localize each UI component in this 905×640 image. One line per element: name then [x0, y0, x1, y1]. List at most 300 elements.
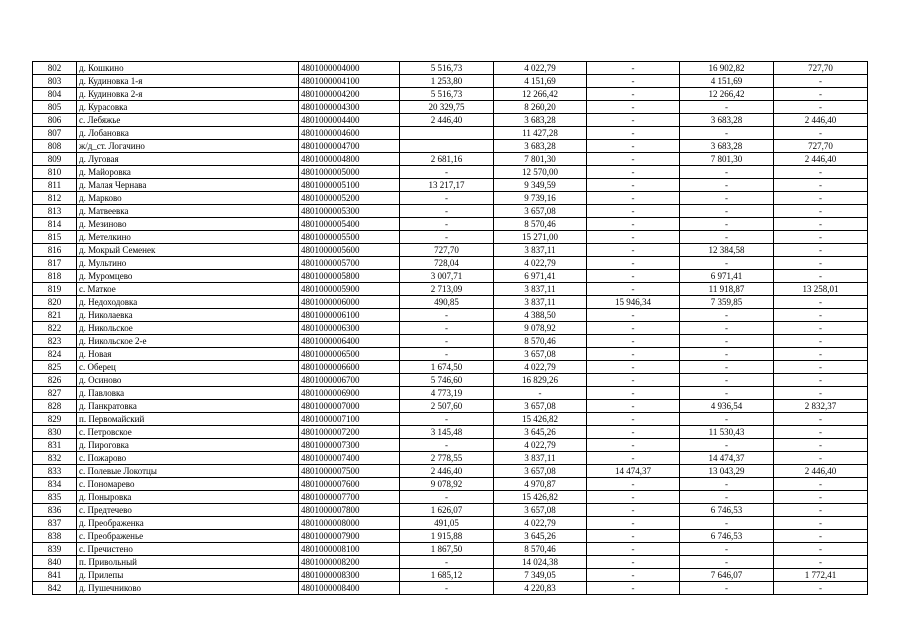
settlement-name-cell: д. Николаевка: [77, 309, 299, 322]
settlement-name-cell: д. Курасовка: [77, 101, 299, 114]
row-number-cell: 817: [33, 257, 77, 270]
value-col-4-cell: 5 516,73: [400, 62, 494, 75]
oktmo-code-cell: 4801000007200: [299, 426, 400, 439]
table-row: [33, 62, 868, 75]
oktmo-code-cell: 4801000007000: [299, 400, 400, 413]
oktmo-code-cell: 4801000007900: [299, 530, 400, 543]
value-col-5-cell: 9 739,16: [494, 192, 587, 205]
value-col-4-cell: 2 446,40: [400, 114, 494, 127]
row-number-cell: 825: [33, 361, 77, 374]
value-col-7-cell: -: [680, 179, 774, 192]
settlement-name-cell: д. Кудиновка 1-я: [77, 75, 299, 88]
value-col-7-cell: -: [680, 582, 774, 595]
table-row: [33, 478, 868, 491]
value-col-4-cell: 3 007,71: [400, 270, 494, 283]
settlement-name-cell: с. Оберец: [77, 361, 299, 374]
table-row: [33, 426, 868, 439]
value-col-7-cell: 4 151,69: [680, 75, 774, 88]
row-number-cell: 812: [33, 192, 77, 205]
table-row: [33, 400, 868, 413]
oktmo-code-cell: 4801000006900: [299, 387, 400, 400]
value-col-8-cell: 1 772,41: [774, 569, 868, 582]
value-col-6-cell: -: [587, 582, 680, 595]
value-col-4-cell: 727,70: [400, 244, 494, 257]
settlement-name-cell: с. Лебяжье: [77, 114, 299, 127]
value-col-6-cell: -: [587, 114, 680, 127]
value-col-5-cell: 7 349,05: [494, 569, 587, 582]
table-row: [33, 140, 868, 153]
value-col-5-cell: 6 971,41: [494, 270, 587, 283]
oktmo-code-cell: 4801000006500: [299, 348, 400, 361]
settlement-name-cell: д. Никольское: [77, 322, 299, 335]
value-col-4-cell: 1 685,12: [400, 569, 494, 582]
oktmo-code-cell: 4801000005600: [299, 244, 400, 257]
value-col-8-cell: -: [774, 582, 868, 595]
row-number-cell: 827: [33, 387, 77, 400]
value-col-8-cell: -: [774, 491, 868, 504]
row-number-cell: 832: [33, 452, 77, 465]
row-number-cell: 839: [33, 543, 77, 556]
value-col-5-cell: 8 570,46: [494, 335, 587, 348]
table-row: [33, 582, 868, 595]
row-number-cell: 811: [33, 179, 77, 192]
value-col-5-cell: 3 657,08: [494, 465, 587, 478]
value-col-5-cell: 15 426,82: [494, 413, 587, 426]
value-col-7-cell: -: [680, 218, 774, 231]
value-col-6-cell: -: [587, 556, 680, 569]
value-col-4-cell: [400, 127, 494, 140]
value-col-8-cell: -: [774, 374, 868, 387]
settlement-name-cell: д. Преображенка: [77, 517, 299, 530]
value-col-5-cell: 4 151,69: [494, 75, 587, 88]
oktmo-code-cell: 4801000007700: [299, 491, 400, 504]
settlement-name-cell: д. Кошкино: [77, 62, 299, 75]
value-col-6-cell: -: [587, 153, 680, 166]
table-row: [33, 296, 868, 309]
value-col-7-cell: -: [680, 192, 774, 205]
value-col-6-cell: -: [587, 400, 680, 413]
value-col-7-cell: 6 746,53: [680, 504, 774, 517]
value-col-8-cell: -: [774, 530, 868, 543]
value-col-8-cell: -: [774, 361, 868, 374]
oktmo-code-cell: 4801000004200: [299, 88, 400, 101]
row-number-cell: 820: [33, 296, 77, 309]
value-col-4-cell: 2 507,60: [400, 400, 494, 413]
value-col-5-cell: 4 388,50: [494, 309, 587, 322]
value-col-8-cell: -: [774, 166, 868, 179]
value-col-8-cell: 2 446,40: [774, 114, 868, 127]
settlement-name-cell: с. Полевые Локотцы: [77, 465, 299, 478]
row-number-cell: 815: [33, 231, 77, 244]
value-col-8-cell: -: [774, 231, 868, 244]
settlement-name-cell: п. Привольный: [77, 556, 299, 569]
table-row: [33, 413, 868, 426]
value-col-8-cell: -: [774, 205, 868, 218]
value-col-5-cell: 8 260,20: [494, 101, 587, 114]
value-col-5-cell: 8 570,46: [494, 218, 587, 231]
value-col-6-cell: -: [587, 283, 680, 296]
value-col-4-cell: -: [400, 413, 494, 426]
value-col-7-cell: 12 384,58: [680, 244, 774, 257]
value-col-6-cell: -: [587, 88, 680, 101]
settlement-name-cell: с. Пономарево: [77, 478, 299, 491]
row-number-cell: 842: [33, 582, 77, 595]
value-col-4-cell: -: [400, 348, 494, 361]
table-row: [33, 205, 868, 218]
value-col-4-cell: 1 626,07: [400, 504, 494, 517]
oktmo-code-cell: 4801000004800: [299, 153, 400, 166]
value-col-6-cell: -: [587, 205, 680, 218]
value-col-7-cell: 14 474,37: [680, 452, 774, 465]
settlement-name-cell: д. Панкратовка: [77, 400, 299, 413]
value-col-8-cell: -: [774, 413, 868, 426]
value-col-6-cell: -: [587, 361, 680, 374]
oktmo-code-cell: 4801000006700: [299, 374, 400, 387]
value-col-8-cell: 727,70: [774, 62, 868, 75]
value-col-6-cell: -: [587, 140, 680, 153]
oktmo-code-cell: 4801000004000: [299, 62, 400, 75]
table-row: [33, 166, 868, 179]
value-col-8-cell: -: [774, 257, 868, 270]
value-col-8-cell: -: [774, 517, 868, 530]
value-col-8-cell: -: [774, 75, 868, 88]
value-col-4-cell: 1 674,50: [400, 361, 494, 374]
value-col-6-cell: -: [587, 426, 680, 439]
table-row: [33, 270, 868, 283]
oktmo-code-cell: 4801000004100: [299, 75, 400, 88]
settlement-name-cell: д. Новая: [77, 348, 299, 361]
row-number-cell: 802: [33, 62, 77, 75]
row-number-cell: 830: [33, 426, 77, 439]
value-col-4-cell: 20 329,75: [400, 101, 494, 114]
table-row: [33, 179, 868, 192]
value-col-5-cell: 4 022,79: [494, 257, 587, 270]
value-col-6-cell: -: [587, 569, 680, 582]
settlement-name-cell: с. Маткое: [77, 283, 299, 296]
value-col-6-cell: -: [587, 231, 680, 244]
oktmo-code-cell: 4801000007300: [299, 439, 400, 452]
value-col-6-cell: -: [587, 179, 680, 192]
row-number-cell: 804: [33, 88, 77, 101]
value-col-6-cell: -: [587, 530, 680, 543]
value-col-8-cell: -: [774, 335, 868, 348]
value-col-4-cell: 13 217,17: [400, 179, 494, 192]
value-col-6-cell: -: [587, 257, 680, 270]
value-col-4-cell: 3 145,48: [400, 426, 494, 439]
oktmo-code-cell: 4801000007100: [299, 413, 400, 426]
row-number-cell: 819: [33, 283, 77, 296]
value-col-5-cell: 4 022,79: [494, 439, 587, 452]
settlement-name-cell: д. Майоровка: [77, 166, 299, 179]
oktmo-code-cell: 4801000007800: [299, 504, 400, 517]
value-col-7-cell: -: [680, 127, 774, 140]
value-col-5-cell: 3 837,11: [494, 296, 587, 309]
value-col-8-cell: 13 258,01: [774, 283, 868, 296]
value-col-6-cell: -: [587, 192, 680, 205]
value-col-7-cell: 16 902,82: [680, 62, 774, 75]
table-row: [33, 114, 868, 127]
row-number-cell: 818: [33, 270, 77, 283]
oktmo-code-cell: 4801000008000: [299, 517, 400, 530]
table-row: [33, 257, 868, 270]
row-number-cell: 837: [33, 517, 77, 530]
table-row: [33, 387, 868, 400]
value-col-5-cell: 4 220,83: [494, 582, 587, 595]
value-col-7-cell: -: [680, 543, 774, 556]
row-number-cell: 803: [33, 75, 77, 88]
value-col-4-cell: 1 253,80: [400, 75, 494, 88]
table-row: [33, 504, 868, 517]
value-col-4-cell: -: [400, 491, 494, 504]
oktmo-code-cell: 4801000005400: [299, 218, 400, 231]
value-col-5-cell: 15 426,82: [494, 491, 587, 504]
table-row: [33, 335, 868, 348]
value-col-5-cell: 3 657,08: [494, 205, 587, 218]
settlement-name-cell: д. Кудиновка 2-я: [77, 88, 299, 101]
value-col-7-cell: 12 266,42: [680, 88, 774, 101]
value-col-6-cell: -: [587, 413, 680, 426]
value-col-8-cell: -: [774, 387, 868, 400]
oktmo-code-cell: 4801000006000: [299, 296, 400, 309]
row-number-cell: 836: [33, 504, 77, 517]
table-row: [33, 465, 868, 478]
value-col-5-cell: -: [494, 387, 587, 400]
value-col-6-cell: 14 474,37: [587, 465, 680, 478]
value-col-7-cell: -: [680, 491, 774, 504]
value-col-8-cell: 2 446,40: [774, 465, 868, 478]
value-col-5-cell: 3 657,08: [494, 348, 587, 361]
value-col-5-cell: 7 801,30: [494, 153, 587, 166]
value-col-8-cell: -: [774, 426, 868, 439]
value-col-8-cell: -: [774, 504, 868, 517]
value-col-6-cell: -: [587, 439, 680, 452]
value-col-4-cell: [400, 140, 494, 153]
table-row: [33, 491, 868, 504]
value-col-4-cell: -: [400, 218, 494, 231]
value-col-8-cell: 727,70: [774, 140, 868, 153]
value-col-5-cell: 8 570,46: [494, 543, 587, 556]
value-col-8-cell: 2 832,37: [774, 400, 868, 413]
row-number-cell: 838: [33, 530, 77, 543]
value-col-7-cell: -: [680, 478, 774, 491]
table-row: [33, 218, 868, 231]
value-col-7-cell: 3 683,28: [680, 140, 774, 153]
value-col-4-cell: 490,85: [400, 296, 494, 309]
value-col-4-cell: -: [400, 205, 494, 218]
value-col-6-cell: -: [587, 387, 680, 400]
value-col-5-cell: 4 022,79: [494, 517, 587, 530]
value-col-7-cell: 13 043,29: [680, 465, 774, 478]
settlement-name-cell: д. Лобановка: [77, 127, 299, 140]
value-col-5-cell: 3 837,11: [494, 283, 587, 296]
value-col-6-cell: -: [587, 309, 680, 322]
oktmo-code-cell: 4801000006100: [299, 309, 400, 322]
settlement-name-cell: д. Поныровка: [77, 491, 299, 504]
value-col-5-cell: 3 683,28: [494, 140, 587, 153]
value-col-4-cell: -: [400, 582, 494, 595]
settlement-name-cell: д. Пушечниково: [77, 582, 299, 595]
value-col-8-cell: -: [774, 192, 868, 205]
row-number-cell: 813: [33, 205, 77, 218]
table-body: [33, 62, 868, 595]
value-col-6-cell: -: [587, 543, 680, 556]
row-number-cell: 821: [33, 309, 77, 322]
settlement-name-cell: с. Преображенье: [77, 530, 299, 543]
row-number-cell: 808: [33, 140, 77, 153]
value-col-4-cell: -: [400, 322, 494, 335]
settlement-name-cell: д. Недоходовка: [77, 296, 299, 309]
value-col-6-cell: -: [587, 166, 680, 179]
oktmo-code-cell: 4801000006400: [299, 335, 400, 348]
table-row: [33, 361, 868, 374]
row-number-cell: 809: [33, 153, 77, 166]
value-col-7-cell: -: [680, 439, 774, 452]
oktmo-code-cell: 4801000007400: [299, 452, 400, 465]
settlement-name-cell: д. Никольское 2-е: [77, 335, 299, 348]
value-col-7-cell: -: [680, 335, 774, 348]
value-col-6-cell: -: [587, 270, 680, 283]
value-col-7-cell: -: [680, 361, 774, 374]
value-col-8-cell: -: [774, 127, 868, 140]
settlement-name-cell: д. Пироговка: [77, 439, 299, 452]
settlement-name-cell: д. Прилепы: [77, 569, 299, 582]
settlement-name-cell: с. Предтечево: [77, 504, 299, 517]
value-col-6-cell: -: [587, 75, 680, 88]
value-col-5-cell: 4 022,79: [494, 62, 587, 75]
value-col-7-cell: 4 936,54: [680, 400, 774, 413]
settlement-name-cell: д. Марково: [77, 192, 299, 205]
value-col-5-cell: 3 657,08: [494, 504, 587, 517]
row-number-cell: 826: [33, 374, 77, 387]
value-col-8-cell: -: [774, 309, 868, 322]
oktmo-code-cell: 4801000005000: [299, 166, 400, 179]
value-col-8-cell: -: [774, 244, 868, 257]
oktmo-code-cell: 4801000005100: [299, 179, 400, 192]
row-number-cell: 824: [33, 348, 77, 361]
row-number-cell: 806: [33, 114, 77, 127]
settlement-name-cell: с. Петровское: [77, 426, 299, 439]
value-col-7-cell: -: [680, 257, 774, 270]
row-number-cell: 807: [33, 127, 77, 140]
value-col-5-cell: 16 829,26: [494, 374, 587, 387]
value-col-7-cell: -: [680, 387, 774, 400]
value-col-5-cell: 9 349,59: [494, 179, 587, 192]
value-col-5-cell: 11 427,28: [494, 127, 587, 140]
value-col-6-cell: -: [587, 504, 680, 517]
value-col-7-cell: -: [680, 556, 774, 569]
value-col-5-cell: 3 683,28: [494, 114, 587, 127]
value-col-7-cell: 7 359,85: [680, 296, 774, 309]
value-col-5-cell: 3 837,11: [494, 244, 587, 257]
oktmo-code-cell: 4801000007600: [299, 478, 400, 491]
value-col-6-cell: -: [587, 218, 680, 231]
oktmo-code-cell: 4801000008100: [299, 543, 400, 556]
row-number-cell: 814: [33, 218, 77, 231]
value-col-4-cell: 491,05: [400, 517, 494, 530]
value-col-8-cell: -: [774, 270, 868, 283]
table-row: [33, 244, 868, 257]
oktmo-code-cell: 4801000006600: [299, 361, 400, 374]
value-col-5-cell: 12 570,00: [494, 166, 587, 179]
settlement-name-cell: д. Мокрый Семенек: [77, 244, 299, 257]
value-col-5-cell: 9 078,92: [494, 322, 587, 335]
value-col-6-cell: -: [587, 478, 680, 491]
table-row: [33, 153, 868, 166]
value-col-6-cell: 15 946,34: [587, 296, 680, 309]
oktmo-code-cell: 4801000005800: [299, 270, 400, 283]
table-row: [33, 322, 868, 335]
table-row: [33, 374, 868, 387]
value-col-4-cell: -: [400, 439, 494, 452]
value-col-5-cell: 15 271,00: [494, 231, 587, 244]
settlement-name-cell: д. Павловка: [77, 387, 299, 400]
value-col-6-cell: -: [587, 62, 680, 75]
value-col-4-cell: -: [400, 166, 494, 179]
table-row: [33, 530, 868, 543]
table-row: [33, 75, 868, 88]
value-col-6-cell: -: [587, 452, 680, 465]
value-col-4-cell: 2 778,55: [400, 452, 494, 465]
table-row: [33, 439, 868, 452]
value-col-4-cell: 2 713,09: [400, 283, 494, 296]
value-col-4-cell: -: [400, 556, 494, 569]
value-col-7-cell: -: [680, 517, 774, 530]
settlement-name-cell: д. Осиново: [77, 374, 299, 387]
value-col-7-cell: -: [680, 166, 774, 179]
value-col-6-cell: -: [587, 244, 680, 257]
value-col-6-cell: -: [587, 517, 680, 530]
value-col-6-cell: -: [587, 491, 680, 504]
value-col-6-cell: -: [587, 348, 680, 361]
settlement-name-cell: с. Пожарово: [77, 452, 299, 465]
oktmo-code-cell: 4801000008200: [299, 556, 400, 569]
row-number-cell: 823: [33, 335, 77, 348]
value-col-7-cell: -: [680, 309, 774, 322]
row-number-cell: 835: [33, 491, 77, 504]
oktmo-code-cell: 4801000005700: [299, 257, 400, 270]
table-row: [33, 192, 868, 205]
oktmo-code-cell: 4801000006300: [299, 322, 400, 335]
oktmo-code-cell: 4801000008400: [299, 582, 400, 595]
row-number-cell: 831: [33, 439, 77, 452]
value-col-5-cell: 3 837,11: [494, 452, 587, 465]
value-col-7-cell: -: [680, 231, 774, 244]
value-col-7-cell: 6 971,41: [680, 270, 774, 283]
table-row: [33, 569, 868, 582]
settlement-name-cell: п. Первомайский: [77, 413, 299, 426]
value-col-6-cell: -: [587, 127, 680, 140]
oktmo-code-cell: 4801000008300: [299, 569, 400, 582]
value-col-8-cell: -: [774, 88, 868, 101]
row-number-cell: 829: [33, 413, 77, 426]
value-col-4-cell: 9 078,92: [400, 478, 494, 491]
value-col-8-cell: -: [774, 179, 868, 192]
oktmo-code-cell: 4801000007500: [299, 465, 400, 478]
oktmo-code-cell: 4801000005900: [299, 283, 400, 296]
value-col-7-cell: -: [680, 205, 774, 218]
value-col-6-cell: -: [587, 374, 680, 387]
value-col-4-cell: -: [400, 192, 494, 205]
value-col-7-cell: 7 801,30: [680, 153, 774, 166]
value-col-5-cell: 3 645,26: [494, 530, 587, 543]
value-col-8-cell: -: [774, 439, 868, 452]
value-col-8-cell: -: [774, 543, 868, 556]
row-number-cell: 816: [33, 244, 77, 257]
table-row: [33, 231, 868, 244]
value-col-7-cell: 3 683,28: [680, 114, 774, 127]
table-row: [33, 517, 868, 530]
value-col-8-cell: -: [774, 452, 868, 465]
